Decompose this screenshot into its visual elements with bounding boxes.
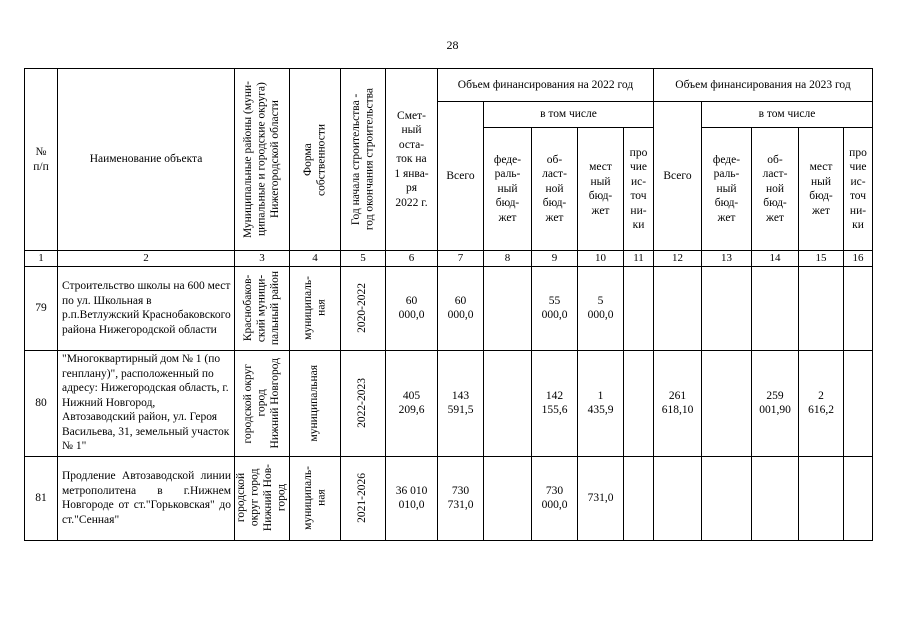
column-number: 4 bbox=[290, 251, 341, 267]
estimate-value: 36 010 010,0 bbox=[386, 456, 438, 540]
federal-2022 bbox=[484, 350, 532, 456]
header-ownership: Форма собственности bbox=[301, 123, 327, 196]
ownership: муниципальная bbox=[308, 364, 321, 442]
header-total-2023: Всего bbox=[654, 102, 702, 251]
header-fin-2022: Объем финансирования на 2022 год bbox=[438, 69, 654, 102]
other-2022 bbox=[624, 456, 654, 540]
header-other-2023: про чие ис- точ ни- ки bbox=[844, 128, 873, 251]
header-name: Наименование объекта bbox=[58, 69, 235, 251]
column-number: 16 bbox=[844, 251, 873, 267]
column-number: 12 bbox=[654, 251, 702, 267]
header-regional-2023: об- ласт- ной бюд- жет bbox=[752, 128, 799, 251]
federal-2022 bbox=[484, 266, 532, 350]
header-regional-2022: об- ласт- ной бюд- жет bbox=[532, 128, 578, 251]
financing-table bbox=[24, 68, 873, 541]
header-municipality: Муниципальные районы (муни- ципальные и городские округа) Нижегородской области bbox=[241, 80, 281, 239]
object-name: "Многоквартирный дом № 1 (по генплану)", расположенный по адресу: Нижегородская область, г. Нижний Новгород, Автозаводский район, ул. Героя Васильева, 31, земельный участок № 1" bbox=[58, 350, 235, 456]
local-2023 bbox=[799, 266, 844, 350]
object-name: Строительство школы на 600 мест по ул. Школьная в р.п.Ветлужский Краснобаковского района Нижегородской области bbox=[58, 266, 235, 350]
construction-years: 2020-2022 bbox=[356, 283, 369, 333]
other-2023 bbox=[844, 456, 873, 540]
other-2022 bbox=[624, 266, 654, 350]
table-row bbox=[25, 350, 873, 456]
column-number: 13 bbox=[702, 251, 752, 267]
header-including-2023: в том числе bbox=[702, 102, 873, 128]
total-2022: 143 591,5 bbox=[438, 350, 484, 456]
header-local-2023: мест ный бюд- жет bbox=[799, 128, 844, 251]
other-2022 bbox=[624, 350, 654, 456]
column-number: 15 bbox=[799, 251, 844, 267]
header-federal-2022: феде- раль- ный бюд- жет bbox=[484, 128, 532, 251]
row-num: 81 bbox=[25, 456, 58, 540]
row-num: 79 bbox=[25, 266, 58, 350]
regional-2022: 55 000,0 bbox=[532, 266, 578, 350]
total-2022: 60 000,0 bbox=[438, 266, 484, 350]
regional-2022: 730 000,0 bbox=[532, 456, 578, 540]
municipality: городской округ город Нижний Нов- город bbox=[235, 464, 288, 532]
table-row bbox=[25, 266, 873, 350]
column-number: 6 bbox=[386, 251, 438, 267]
header-num: № п/п bbox=[25, 69, 58, 251]
column-number: 5 bbox=[341, 251, 386, 267]
column-number: 1 bbox=[25, 251, 58, 267]
column-number: 14 bbox=[752, 251, 799, 267]
row-num: 80 bbox=[25, 350, 58, 456]
column-number: 7 bbox=[438, 251, 484, 267]
other-2023 bbox=[844, 266, 873, 350]
column-number: 3 bbox=[235, 251, 290, 267]
column-number: 10 bbox=[578, 251, 624, 267]
regional-2022: 142 155,6 bbox=[532, 350, 578, 456]
header-including-2022: в том числе bbox=[484, 102, 654, 128]
header-local-2022: мест ный бюд- жет bbox=[578, 128, 624, 251]
estimate-value: 60 000,0 bbox=[386, 266, 438, 350]
ownership: муниципаль- ная bbox=[301, 276, 327, 340]
total-2023 bbox=[654, 456, 702, 540]
object-name: Продление Автозаводской линии метрополитена в г.Нижнем Новгороде от ст."Горьковская" до ст."Сенная" bbox=[58, 456, 235, 540]
column-number: 8 bbox=[484, 251, 532, 267]
regional-2023: 259 001,90 bbox=[752, 350, 799, 456]
header-other-2022: про чие ис- точ ни- ки bbox=[624, 128, 654, 251]
table-row bbox=[25, 456, 873, 540]
header-estimate: Смет- ный оста- ток на 1 янва- ря 2022 г. bbox=[386, 69, 438, 251]
construction-years: 2022-2023 bbox=[356, 378, 369, 428]
total-2023: 261 618,10 bbox=[654, 350, 702, 456]
total-2023 bbox=[654, 266, 702, 350]
local-2023 bbox=[799, 456, 844, 540]
total-2022: 730 731,0 bbox=[438, 456, 484, 540]
estimate-value: 405 209,6 bbox=[386, 350, 438, 456]
header-years: Год начала строительства - год окончания строительства bbox=[349, 88, 375, 231]
header-fin-2023: Объем финансирования на 2023 год bbox=[654, 69, 873, 102]
federal-2022 bbox=[484, 456, 532, 540]
header-total-2022: Всего bbox=[438, 102, 484, 251]
header-federal-2023: феде- раль- ный бюд- жет bbox=[702, 128, 752, 251]
federal-2023 bbox=[702, 350, 752, 456]
column-number: 2 bbox=[58, 251, 235, 267]
column-number-row bbox=[25, 251, 873, 267]
municipality: Краснобаков- ский муници- пальный район bbox=[241, 270, 281, 346]
column-number: 11 bbox=[624, 251, 654, 267]
federal-2023 bbox=[702, 456, 752, 540]
other-2023 bbox=[844, 350, 873, 456]
municipality: городской округ город Нижний Новгород bbox=[241, 357, 281, 449]
page-number: 28 bbox=[446, 38, 459, 52]
regional-2023 bbox=[752, 266, 799, 350]
column-number: 9 bbox=[532, 251, 578, 267]
local-2022: 1 435,9 bbox=[578, 350, 624, 456]
local-2023: 2 616,2 bbox=[799, 350, 844, 456]
construction-years: 2021-2026 bbox=[356, 473, 369, 523]
ownership: муниципаль- ная bbox=[301, 466, 327, 530]
federal-2023 bbox=[702, 266, 752, 350]
local-2022: 731,0 bbox=[578, 456, 624, 540]
local-2022: 5 000,0 bbox=[578, 266, 624, 350]
regional-2023 bbox=[752, 456, 799, 540]
